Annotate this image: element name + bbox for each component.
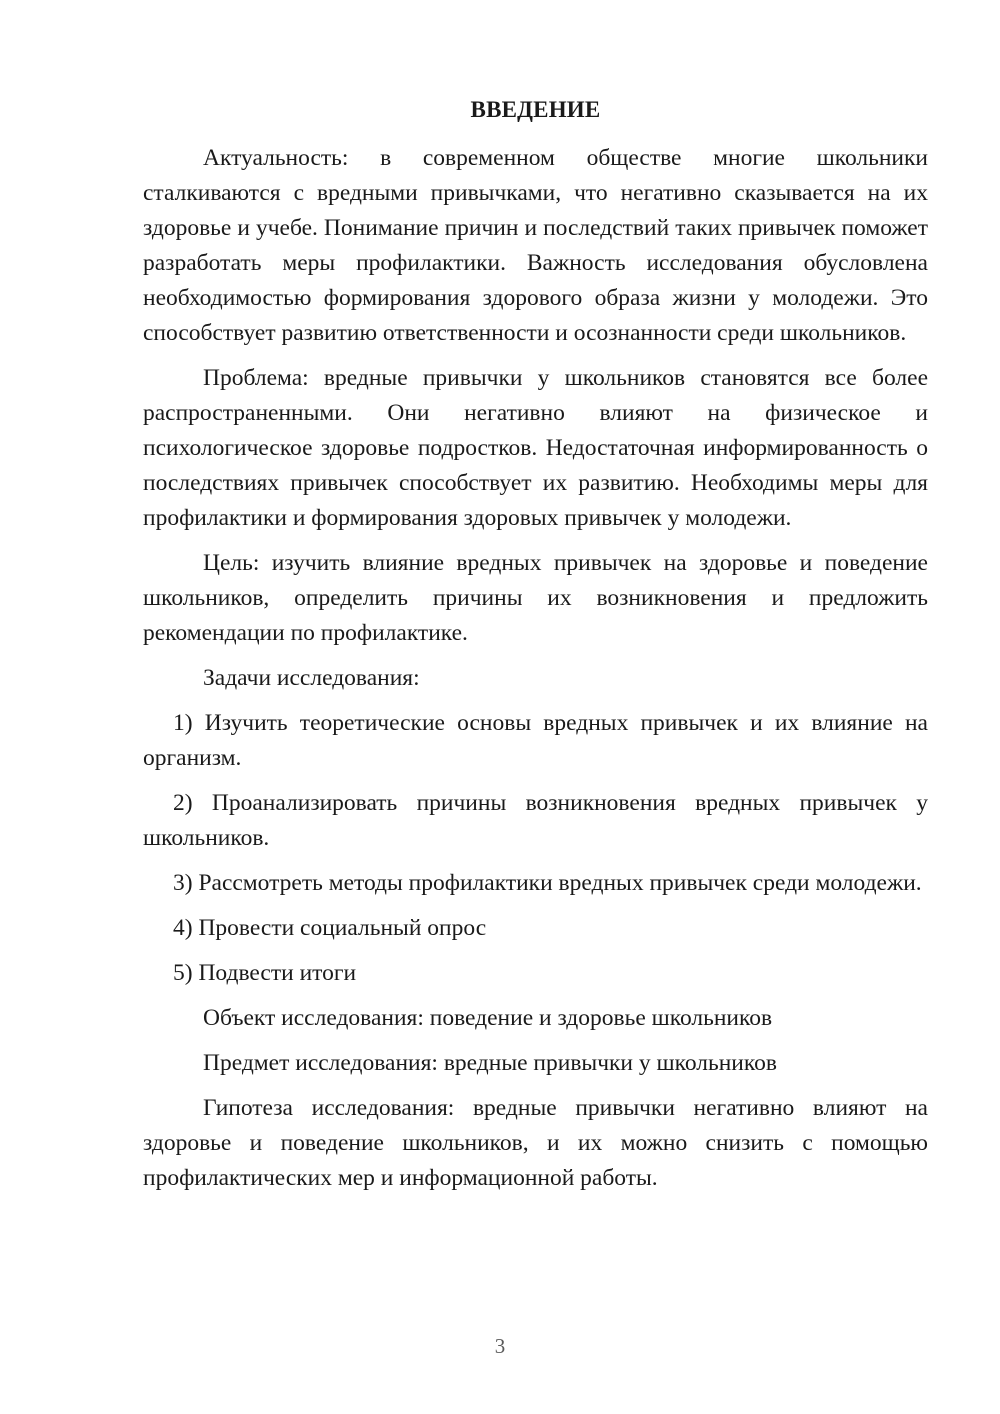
page-number: 3 <box>494 1334 506 1358</box>
goal-paragraph: Цель: изучить влияние вредных привычек на здоровье и поведение школьников, определить причины их возникновения и предложить рекомендации по профилактике. <box>143 550 928 646</box>
document-page <box>143 92 928 1196</box>
task-item-1: 1) Изучить теоретические основы вредных привычек и их влияние на организм. <box>143 710 928 771</box>
task-item-3: 3) Рассмотреть методы профилактики вредных привычек среди молодежи. <box>173 870 922 896</box>
research-object: Объект исследования: поведение и здоровье школьников <box>203 1005 773 1031</box>
page-title: ВВЕДЕНИЕ <box>470 97 601 122</box>
tasks-heading: Задачи исследования: <box>203 665 420 691</box>
hypothesis-paragraph: Гипотеза исследования: вредные привычки негативно влияют на здоровье и поведение школьников, и их можно снизить с помощью профилактических мер и информационной работы. <box>143 1095 928 1191</box>
task-item-2: 2) Проанализировать причины возникновения вредных привычек у школьников. <box>143 790 928 851</box>
task-item-5: 5) Подвести итоги <box>173 960 357 986</box>
relevance-paragraph: Актуальность: в современном обществе многие школьники сталкиваются с вредными привычками, что негативно сказывается на их здоровье и учебе. Понимание причин и последствий таких привычек поможет разработать меры профилактики. Важность исследования обусловлена необходимостью формирования здорового образа жизни у молодежи. Это способствует развитию ответственности и осознанности среди школьников. <box>143 145 928 346</box>
research-subject: Предмет исследования: вредные привычки у школьников <box>203 1050 777 1076</box>
task-item-4: 4) Провести социальный опрос <box>173 915 487 941</box>
problem-paragraph: Проблема: вредные привычки у школьников становятся все более распространенными. Они негативно влияют на физическое и психологическое здоровье подростков. Недостаточная информированность о последствиях привычек способствует их развитию. Необходимы меры для профилактики и формирования здоровых привычек у молодежи. <box>143 365 928 531</box>
